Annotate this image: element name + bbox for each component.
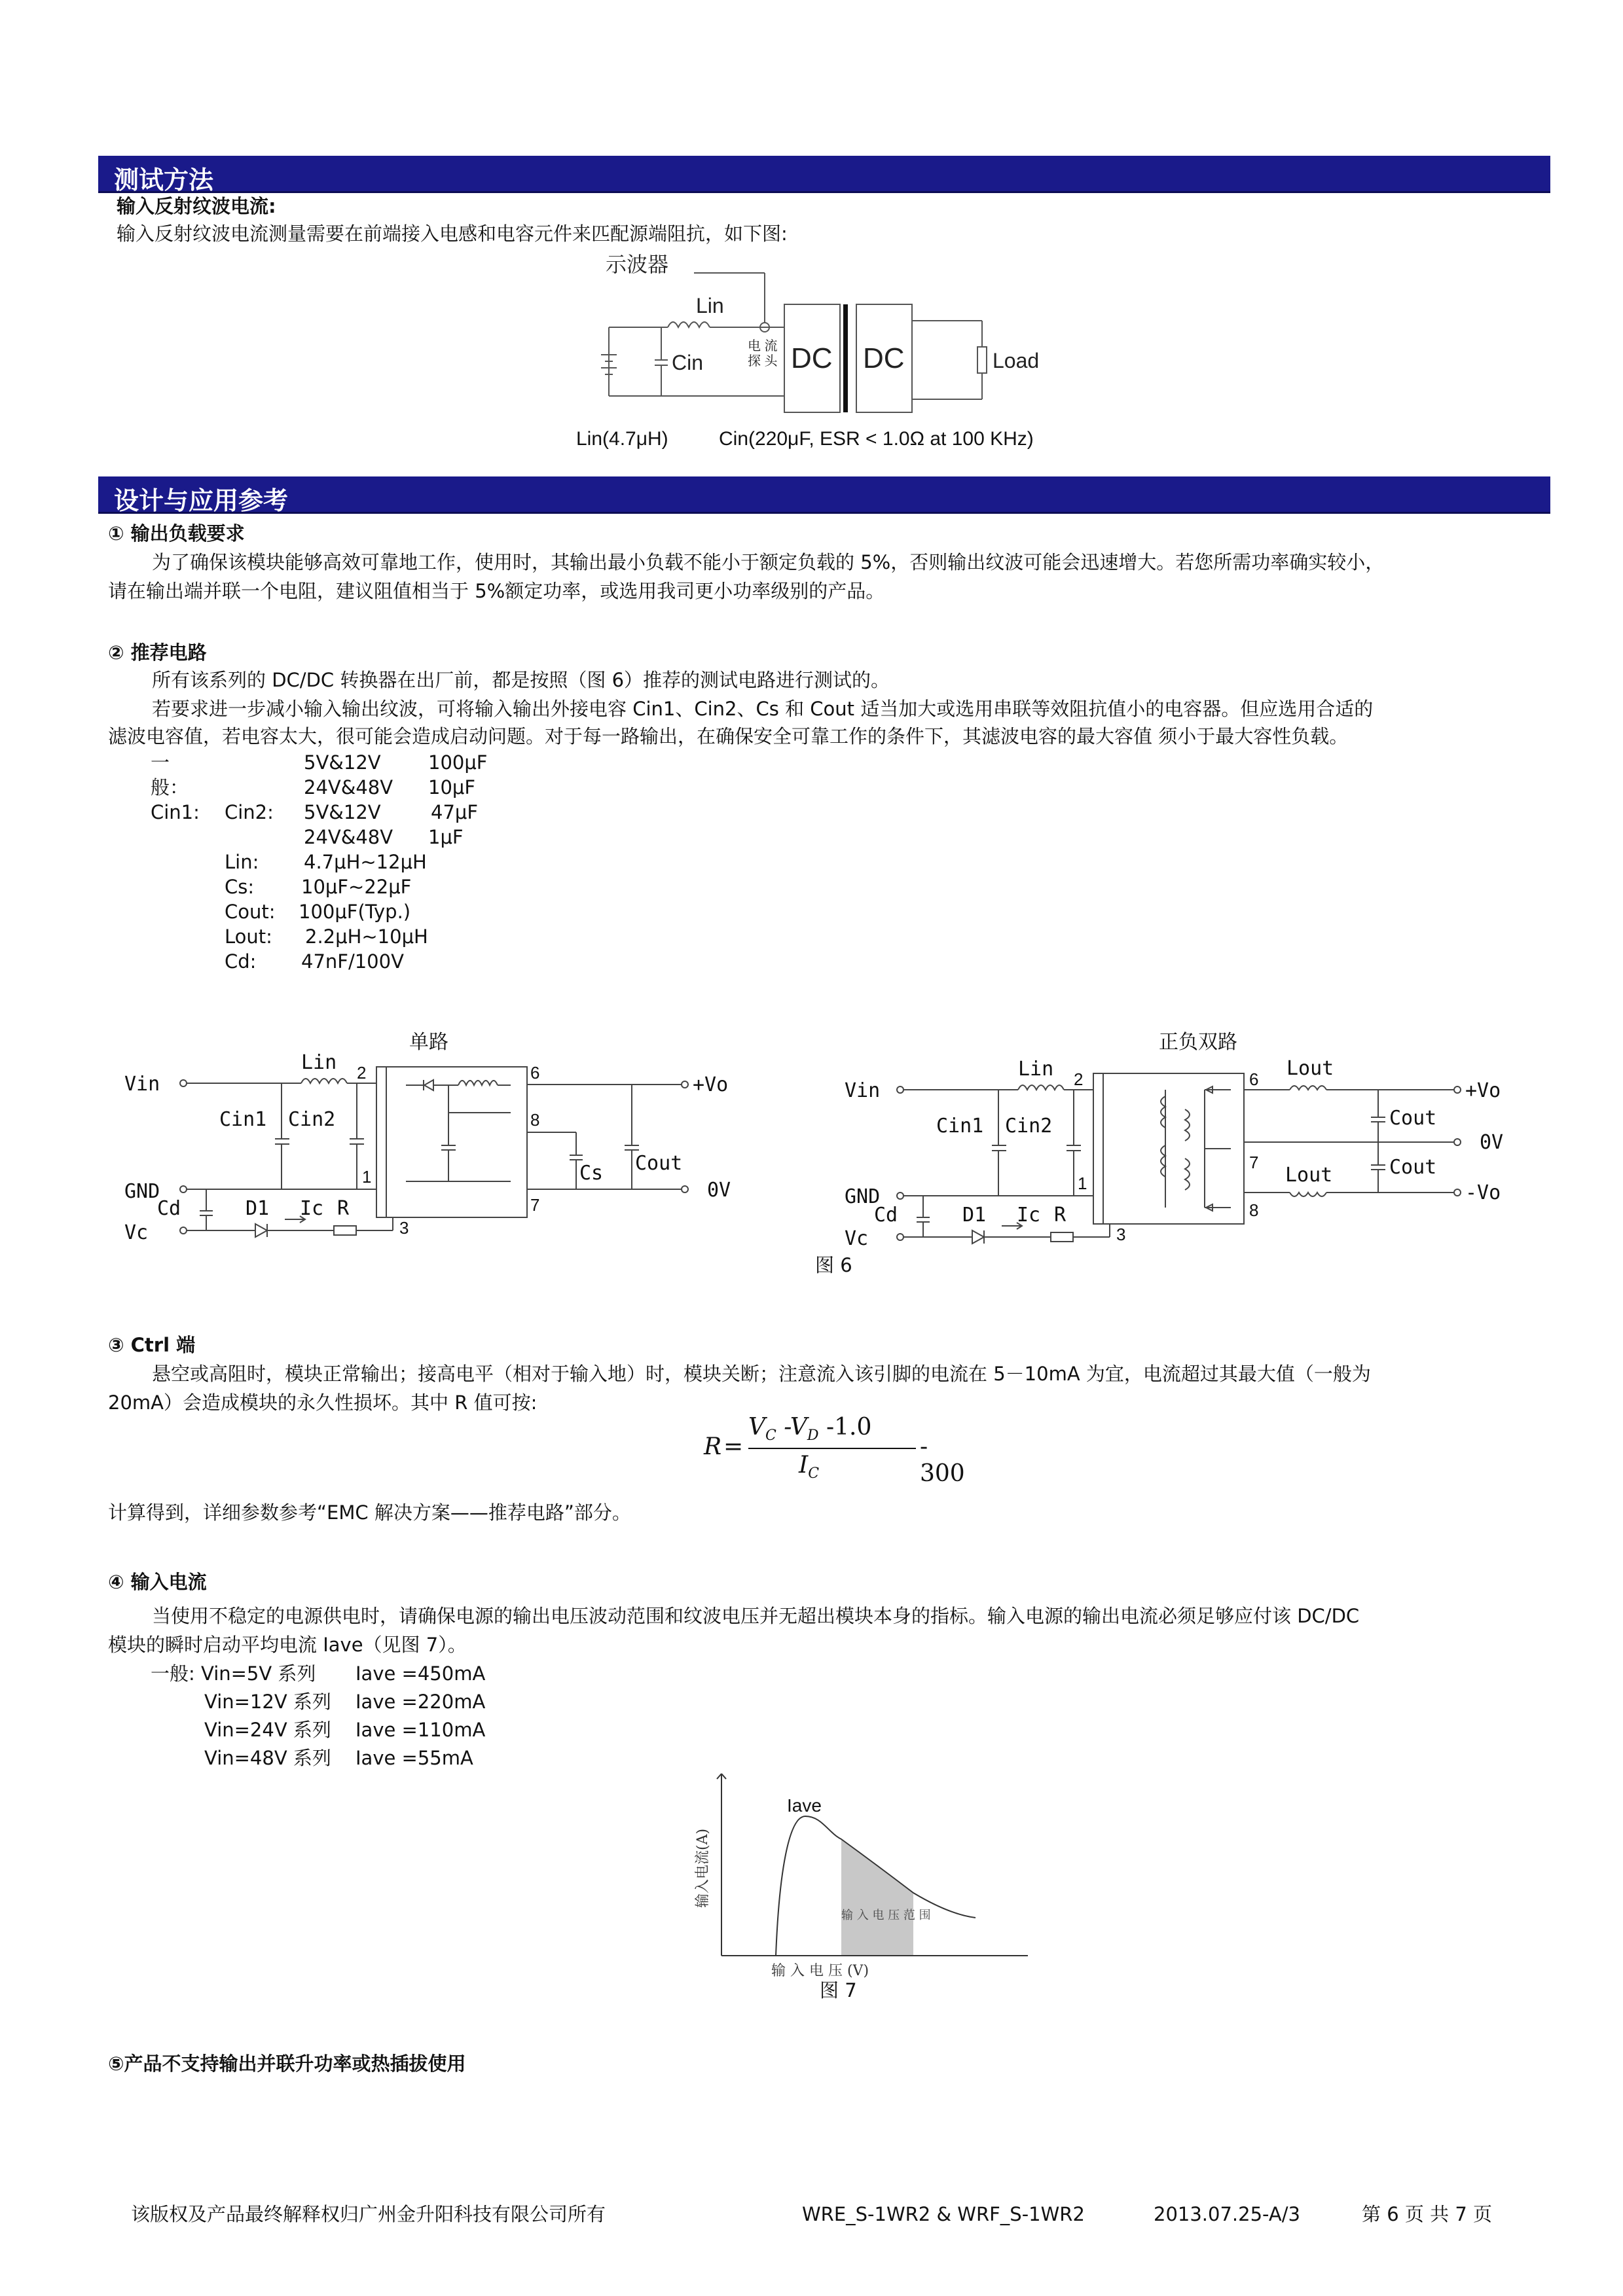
- label-cd: Cd: [157, 1197, 181, 1220]
- pin-7: 7: [530, 1195, 540, 1215]
- footer-copyright: 该版权及产品最终解释权归广州金升阳科技有限公司所有: [131, 2203, 606, 2225]
- iave-row: 一般: Vin=5V 系列 Iave =450mA: [151, 1662, 486, 1685]
- section-title: 设计与应用参考: [114, 486, 289, 515]
- pin-1: 1: [362, 1167, 372, 1187]
- footer-version: 2013.07.25-A/3: [1154, 2203, 1300, 2225]
- label-lin: Lin: [1018, 1058, 1054, 1081]
- circuit-dual-output: [838, 1021, 1565, 1296]
- label-lin: Lin: [696, 294, 724, 317]
- label-vin: Vin: [124, 1073, 160, 1096]
- label-vc: Vc: [845, 1227, 869, 1250]
- r-formula: R = $V_C$ $-V_D$ -1.0 $I_C$ - 300: [704, 1414, 965, 1487]
- section-header-test-method: [98, 156, 1550, 193]
- fig7-caption: 图 7: [820, 1979, 857, 2001]
- label-vo-minus: -Vo: [1465, 1181, 1501, 1204]
- item1-paragraph-line2: 请在输出端并联一个电阻，建议阻值相当于 5%额定功率，或选用我司更小功率级别的产品。: [108, 580, 885, 602]
- label-dc-2: DC: [863, 342, 905, 374]
- label-cin: Cin: [672, 351, 704, 374]
- label-vin: Vin: [845, 1079, 881, 1102]
- label-gnd: GND: [845, 1185, 881, 1208]
- label-cd: Cd: [874, 1204, 898, 1227]
- label-vo-zero: 0V: [1480, 1131, 1504, 1154]
- voltage-range-area: [841, 1839, 913, 1956]
- label-oscilloscope: 示波器: [606, 253, 669, 276]
- label-d1: D1: [962, 1204, 987, 1227]
- iave-label: Iave: [787, 1795, 822, 1816]
- pin-8: 8: [530, 1110, 540, 1130]
- circuit-single-output: [118, 1021, 786, 1270]
- label-r: R: [1054, 1204, 1067, 1227]
- section-title: 测试方法: [114, 166, 214, 194]
- item4-paragraph-line2: 模块的瞬时启动平均电流 Iave（见图 7）。: [108, 1634, 467, 1656]
- item4-paragraph-line1: 当使用不稳定的电源供电时，请确保电源的输出电压波动范围和纹波电压并无超出模块本身的指标。输入电源的输出电流必须足够应付该 DC/DC: [152, 1605, 1360, 1627]
- footer-page-number: 第 6 页 共 7 页: [1362, 2203, 1492, 2225]
- pin-7: 7: [1249, 1153, 1259, 1172]
- label-vc: Vc: [124, 1221, 149, 1244]
- label-cin2: Cin2: [1005, 1115, 1053, 1138]
- item2-title: ② 推荐电路: [108, 641, 207, 664]
- pin-6: 6: [530, 1063, 540, 1083]
- pin-8: 8: [1249, 1200, 1259, 1220]
- label-ic: Ic: [300, 1197, 324, 1220]
- iave-list: [151, 1660, 609, 1772]
- label-gnd: GND: [124, 1180, 160, 1203]
- label-load: Load: [993, 349, 1040, 372]
- label-lin: Lin: [301, 1051, 337, 1074]
- item1-paragraph-line1: 为了确保该模块能够高效可靠地工作，使用时，其输出最小负载不能小于额定负载的 5%，否则输出纹波可能会迅速增大。若您所需功率确实较小，: [152, 551, 1385, 573]
- label-cin1: Cin1: [219, 1108, 267, 1131]
- footer-model: WRE_S-1WR2 & WRF_S-1WR2: [802, 2203, 1085, 2225]
- note-cin: Cin(220μF, ESR < 1.0Ω at 100 KHz): [719, 428, 1034, 450]
- item3-paragraph-line2: 20mA）会造成模块的永久性损坏。其中 R 值可按:: [108, 1391, 538, 1414]
- iave-row: Vin=24V 系列 Iave =110mA: [204, 1719, 486, 1741]
- subtitle-ripple: 输入反射纹波电流:: [117, 195, 276, 217]
- input-current-chart: [674, 1767, 1041, 1983]
- fig6-single-title: 单路: [409, 1031, 448, 1053]
- iave-row: Vin=48V 系列 Iave =55mA: [204, 1747, 473, 1769]
- note-lin: Lin(4.7μH): [576, 428, 668, 450]
- ripple-description: 输入反射纹波电流测量需要在前端接入电感和电容元件来匹配源端阻抗，如下图:: [117, 223, 788, 245]
- region-label: 输 入 电 压 范 围: [841, 1909, 931, 1922]
- label-dc-1: DC: [791, 342, 833, 374]
- label-vo-zero: 0V: [707, 1179, 731, 1202]
- pin-3: 3: [399, 1218, 409, 1238]
- item3-title: ③ Ctrl 端: [108, 1334, 196, 1356]
- label-cs: Cs: [579, 1162, 604, 1185]
- ripple-test-diagram: [576, 249, 1165, 465]
- pin-2: 2: [357, 1063, 367, 1083]
- label-cout: Cout: [635, 1152, 683, 1175]
- label-cout-bottom: Cout: [1389, 1156, 1437, 1179]
- pin-6: 6: [1249, 1069, 1259, 1089]
- item2-paragraph-line2: 若要求进一步减小输入输出纹波，可将输入输出外接电容 Cin1、Cin2、Cs 和 Cout 适当加大或选用串联等效阻抗值小的电容器。但应选用合适的: [152, 698, 1374, 720]
- x-axis-label: 输 入 电 压 (V): [771, 1963, 869, 1979]
- label-cin2: Cin2: [288, 1108, 336, 1131]
- item4-title: ④ 输入电流: [108, 1571, 207, 1593]
- label-vo-plus: +Vo: [1465, 1079, 1501, 1102]
- label-vo-plus: +Vo: [693, 1073, 729, 1096]
- y-axis-label: 输入电流(A): [695, 1828, 711, 1908]
- fig6-caption: 图 6: [815, 1254, 852, 1276]
- pin-3: 3: [1116, 1225, 1126, 1244]
- item2-paragraph-line3: 滤波电容值，若电容太大，很可能会造成启动问题。对于每一路输出，在确保安全可靠工作的条件下，其滤波电容的最大容值 须小于最大容性负载。: [108, 725, 1349, 747]
- item3-paragraph-line1: 悬空或高阻时，模块正常输出；接高电平（相对于输入地）时，模块关断；注意流入该引脚的电流在 5－10mA 为宜，电流超过其最大值（一般为: [152, 1363, 1371, 1385]
- label-cin1: Cin1: [936, 1115, 984, 1138]
- item1-title: ① 输出负载要求: [108, 522, 245, 545]
- label-probe-2: 探 头: [748, 354, 778, 368]
- label-d1: D1: [246, 1197, 270, 1220]
- section-header-design: [98, 476, 1550, 514]
- label-probe-1: 电 流: [748, 339, 778, 353]
- pin-1: 1: [1078, 1174, 1087, 1193]
- label-lout-top: Lout: [1286, 1057, 1334, 1080]
- item3-paragraph-line3: 计算得到，详细参数参考“EMC 解决方案——推荐电路”部分。: [108, 1501, 631, 1524]
- label-lout-bottom: Lout: [1285, 1164, 1333, 1187]
- label-ic: Ic: [1017, 1204, 1041, 1227]
- pin-2: 2: [1074, 1069, 1084, 1089]
- fig6-dual-title: 正负双路: [1159, 1031, 1237, 1053]
- label-r: R: [337, 1197, 350, 1220]
- iave-row: Vin=12V 系列 Iave =220mA: [204, 1691, 486, 1713]
- item5-title: ⑤产品不支持输出并联升功率或热插拔使用: [108, 2053, 466, 2075]
- item2-paragraph-line1: 所有该系列的 DC/DC 转换器在出厂前，都是按照（图 6）推荐的测试电路进行测试的。: [152, 669, 890, 691]
- label-cout-top: Cout: [1389, 1107, 1437, 1130]
